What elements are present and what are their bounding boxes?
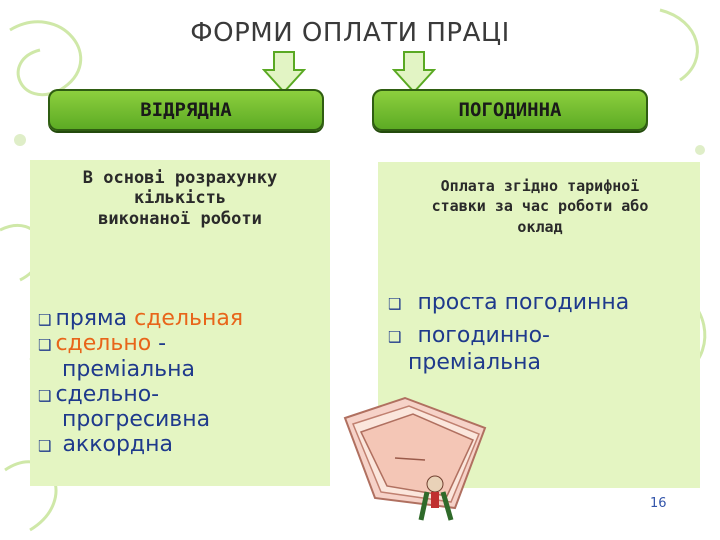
down-arrow-icon	[392, 50, 436, 94]
folder-clipart	[335, 388, 495, 528]
left-description-line: виконаної роботи	[98, 208, 262, 229]
header-hourly: ПОГОДИННА	[372, 89, 648, 131]
right-description	[380, 176, 700, 237]
right-description-line: ставки за час роботи або	[431, 197, 649, 216]
bullet-icon: ❑	[38, 386, 52, 405]
list-item: ❑ сдельно - преміальна	[38, 331, 195, 382]
right-description-line: оклад	[517, 217, 563, 236]
left-description-line: кількість	[133, 188, 227, 209]
left-description-line: В основі розрахунку	[82, 168, 278, 188]
bullet-icon: ❑	[38, 311, 52, 329]
list-item: ❑ погодинно- преміальна	[388, 323, 550, 375]
piecework-list	[38, 306, 328, 458]
list-item: ❑ аккордна	[38, 432, 174, 458]
header-piecework: ВІДРЯДНА	[48, 89, 324, 131]
list-item: ❑ пряма сдельная	[38, 306, 244, 331]
bullet-icon: ❑	[38, 336, 52, 355]
list-item: ❑ проста погодинна	[388, 290, 630, 315]
bullet-icon: ❑	[38, 437, 52, 456]
list-item: ❑ сдельно- прогресивна	[38, 381, 211, 433]
left-description	[30, 168, 330, 229]
down-arrow-icon	[262, 50, 306, 94]
bullet-icon: ❑	[388, 295, 402, 313]
bullet-icon: ❑	[388, 328, 402, 346]
page-title: ФОРМИ ОПЛАТИ ПРАЦІ	[190, 18, 510, 48]
right-description-line: Оплата згідно тарифної	[440, 177, 640, 195]
hourly-list	[388, 286, 698, 379]
page-number: 16	[650, 496, 667, 511]
